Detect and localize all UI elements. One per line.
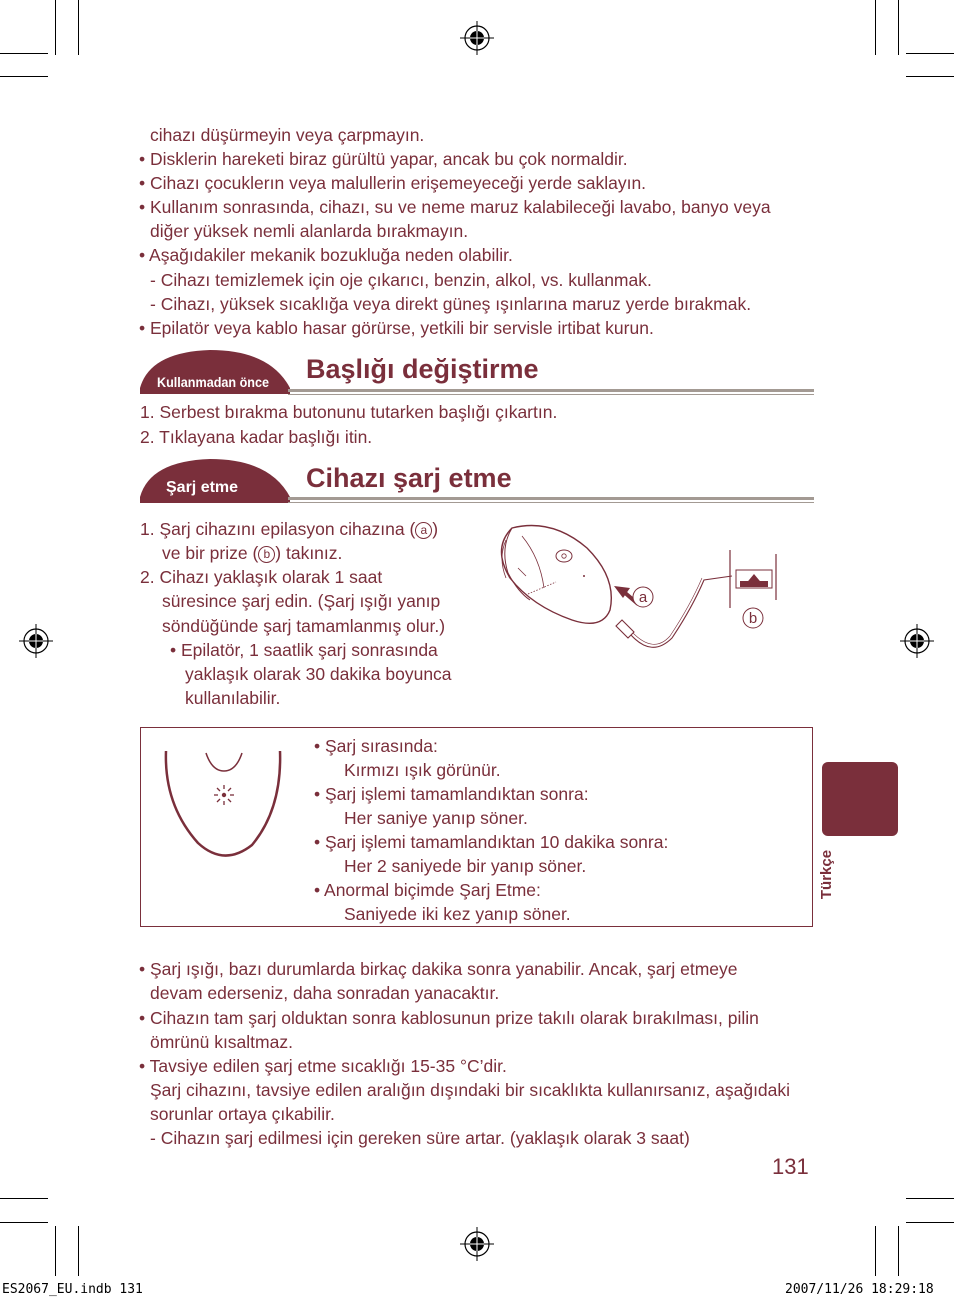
note-line: - Cihazı temizlemek için oje çıkarıcı, benzin, alkol, vs. kullanmak. — [150, 270, 652, 290]
sub-note: yaklaşık olarak 30 dakika boyunca — [185, 664, 452, 684]
registration-mark-bottom-icon — [460, 1227, 494, 1261]
step-item: 1. Serbest bırakma butonunu tutarken başlığı çıkartın. — [140, 402, 558, 422]
registration-mark-right-icon — [900, 624, 934, 658]
indicator-item: Saniyede iki kez yanıp söner. — [344, 904, 571, 924]
registration-mark-left-icon — [19, 624, 53, 658]
note-line: • Tavsiye edilen şarj etme sıcaklığı 15-35 °C’dir. — [139, 1056, 507, 1076]
note-line: Şarj cihazını, tavsiye edilen aralığın dışındaki bir sıcaklıkta kullanırsanız, aşağıdaki — [150, 1080, 791, 1100]
note-line: • Disklerin hareketi biraz gürültü yapar, ancak bu çok normaldir. — [139, 149, 628, 169]
note-line: - Cihazı, yüksek sıcaklığa veya direkt güneş ışınlarına maruz yerde bırakmak. — [150, 294, 752, 314]
note-line: devam ederseniz, daha sonradan yanacaktır. — [150, 983, 500, 1003]
language-tab — [822, 762, 898, 836]
sub-note: • Epilatör, 1 saatlik şarj sonrasında — [170, 640, 438, 660]
step-item: söndüğünde şarj tamamlanmış olur.) — [162, 616, 446, 636]
figure-label-a: a — [638, 589, 648, 606]
indicator-item: • Şarj işlemi tamamlandıktan sonra: — [314, 784, 589, 804]
note-line: • Kullanım sonrasında, cihazı, su ve neme maruz kalabileceği lavabo, banyo veya — [139, 197, 771, 217]
footer-date: 2007/11/26 18:29:18 — [785, 1282, 934, 1297]
note-line: • Şarj ışığı, bazı durumlarda birkaç dakika sonra yanabilir. Ancak, şarj etmeye — [139, 959, 738, 979]
note-line: ömrünü kısaltmaz. — [150, 1032, 293, 1052]
note-line: • Cihazın tam şarj olduktan sonra kablosunun prize takılı olarak bırakılması, pilin — [139, 1008, 759, 1028]
step-item: 2. Cihazı yaklaşık olarak 1 saat — [140, 567, 383, 587]
note-line: - Cihazın şarj edilmesi için gereken süre artar. (yaklaşık olarak 3 saat) — [150, 1128, 690, 1148]
step-item: süresince şarj edin. (Şarj ışığı yanıp — [162, 591, 441, 611]
section-rule — [288, 497, 814, 503]
indicator-item: • Şarj sırasında: — [314, 736, 438, 756]
marker-b-icon: b — [258, 546, 275, 563]
charge-lamp-illustration — [160, 745, 290, 865]
section-title: Başlığı değiştirme — [306, 354, 539, 384]
section-rule — [288, 389, 814, 395]
note-line: • Epilatör veya kablo hasar görürse, yetkili bir servisle irtibat kurun. — [139, 318, 654, 338]
indicator-item: • Şarj işlemi tamamlandıktan 10 dakika sonra: — [314, 832, 669, 852]
indicator-item: Her 2 saniyede bir yanıp söner. — [344, 856, 587, 876]
footer-file: ES2067_EU.indb 131 — [2, 1282, 143, 1297]
note-line: • Cihazı çocuklerın veya malullerin erişemeyeceği yerde saklayın. — [139, 173, 647, 193]
registration-mark-top-icon — [460, 21, 494, 55]
step-item: 1. Şarj cihazını epilasyon cihazına ( a ) — [140, 519, 439, 539]
note-line: diğer yüksek nemli alanlarda bırakmayın. — [150, 221, 469, 241]
marker-a-icon: a — [415, 522, 432, 539]
step-item: 2. Tıklayana kadar başlığı itin. — [140, 427, 373, 447]
step-item: ve bir prize ( b ) takınız. — [162, 543, 343, 563]
figure-label-b: b — [748, 610, 758, 627]
sub-note: kullanılabilir. — [185, 688, 281, 708]
charging-illustration — [492, 518, 792, 663]
language-label: Türkçe — [818, 849, 836, 900]
section-tab-label: Kullanmadan önce — [157, 374, 270, 390]
indicator-item: • Anormal biçimde Şarj Etme: — [314, 880, 541, 900]
note-line: sorunlar ortaya çıkabilir. — [150, 1104, 335, 1124]
section-title: Cihazı şarj etme — [306, 463, 512, 493]
indicator-item: Her saniye yanıp söner. — [344, 808, 528, 828]
page-number: 131 — [772, 1154, 809, 1179]
section-tab-label: Şarj etme — [166, 479, 239, 496]
indicator-item: Kırmızı ışık görünür. — [344, 760, 501, 780]
note-line: • Aşağıdakiler mekanik bozukluğa neden olabilir. — [139, 245, 513, 265]
note-line: cihazı düşürmeyin veya çarpmayın. — [150, 125, 425, 145]
